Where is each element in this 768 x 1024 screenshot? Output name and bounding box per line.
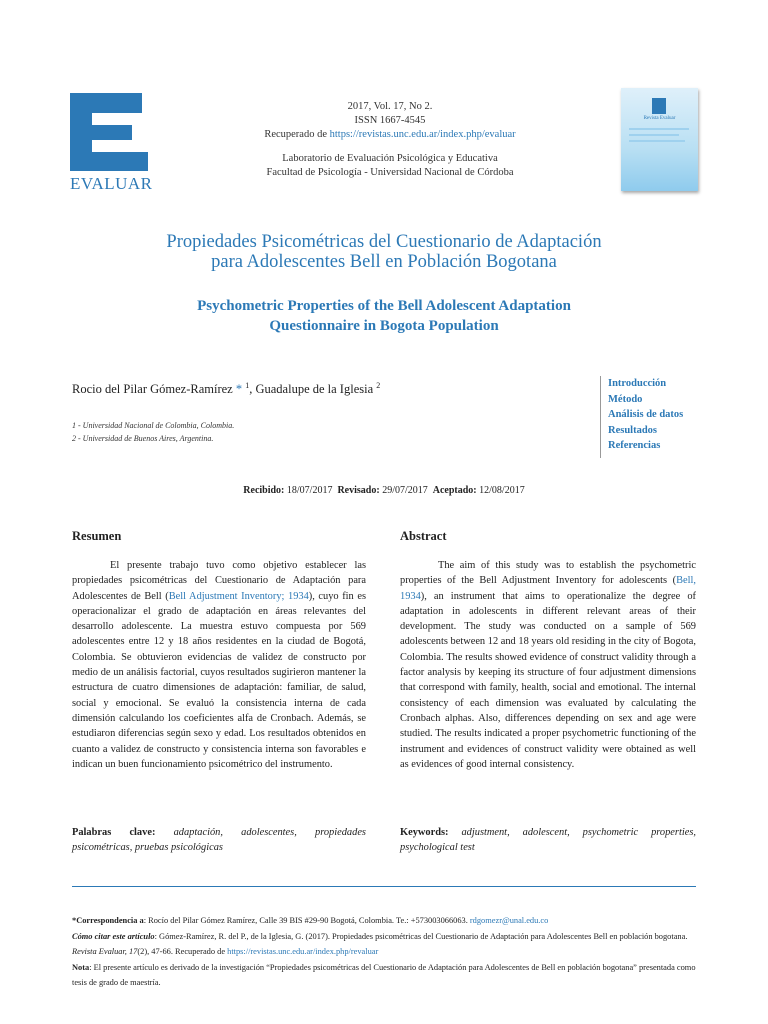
logo-e-top-icon — [92, 93, 142, 113]
abstract-citation-link[interactable]: Bell, 1934 — [400, 575, 696, 602]
keywords-spanish: Palabras clave: adaptación, adolescentes, propiedades psicométricas, pruebas psicológicas — [72, 827, 366, 853]
submission-dates: Recibido: 18/07/2017 Revisado: 29/07/2017 Aceptado: 12/08/2017 — [243, 485, 525, 496]
toc-resultados[interactable]: Resultados — [608, 424, 658, 436]
resumen-citation-link[interactable]: Bell Adjustment Inventory; 1934 — [168, 590, 309, 602]
title-spanish: Propiedades Psicométricas del Cuestionario de Adaptación para Adolescentes Bell en Población Bogotana — [166, 232, 602, 272]
citation-note: Cómo citar este artículo: Gómez-Ramírez, R. del P., de la Iglesia, G. (2017). Propiedades psicométricas del Cuestionario de Adaptación para Adolescentes Bell en población bogotana. Revista Evaluar, 17(2), 47-66. Recuperado de https://revistas.unc.edu.ar/index.php/revaluar — [72, 931, 688, 957]
issue-line: 2017, Vol. 17, No 2. — [347, 101, 433, 112]
toc-analisis[interactable]: Análisis de datos — [608, 409, 684, 421]
resumen-heading: Resumen — [72, 529, 122, 543]
title-english: Psychometric Properties of the Bell Adolescent Adaptation Questionnaire in Bogota Population — [197, 298, 571, 334]
section-nav — [600, 376, 718, 458]
footer-divider — [72, 886, 696, 887]
cover-title: Revista Evaluar — [643, 116, 676, 121]
faculty-line: Facultad de Psicología - Universidad Nacional de Córdoba — [266, 167, 514, 178]
toc-metodo[interactable]: Método — [608, 393, 643, 405]
corresponding-author-mark[interactable]: * — [235, 382, 243, 397]
cover-logo-icon — [652, 98, 666, 114]
journal-url-link[interactable]: https://revistas.unc.edu.ar/index.php/evaluar — [329, 129, 516, 140]
toc-referencias[interactable]: Referencias — [608, 440, 661, 452]
logo-text: EVALUAR — [70, 174, 153, 193]
issn-line: ISSN 1667-4545 — [354, 115, 426, 126]
logo-e-stem-icon — [70, 93, 92, 171]
citation-url-link[interactable]: https://revistas.unc.edu.ar/index.php/revaluar — [227, 947, 379, 957]
email-link[interactable]: rdgomezr@unal.edu.co — [467, 916, 549, 925]
abstract-body: The aim of this study was to establish the psychometric properties of the Bell Adjustment Inventory for adolescents (Bell, 1934), an instrument that aims to operationalize the degree of adaptation in adolescents in different relevant areas of their development. The study was conducted on a sample of 569 adolescents between 12 and 18 years old residing in the city of Bogota, Colombia. The results showed evidence of construct validity through a factor analysis by keeping its structure of four adjustment dimensions that correspond with family, health, social and emotional. The internal consistency of each dimension was evaluated by calculating the Cronbach alphas. Also, differences depending on sex and age were studied. The results indicated a proper psychometric functioning of the instrument and evidences of construct validity were obtained as well as evidences of good internal consistency. — [400, 560, 696, 770]
keywords-english: Keywords: adjustment, adolescent, psychometric properties, psychological test — [400, 827, 696, 853]
correspondence-note: *Correspondencia a: Rocío del Pilar Gómez Ramírez, Calle 39 BIS #29-90 Bogotá, Colombia. Te.: +573003066063. rdgomezr@unal.edu.co — [72, 916, 549, 925]
toc-introduccion[interactable]: Introducción — [608, 378, 667, 389]
logo-e-middle-icon — [92, 125, 132, 140]
abstract-heading: Abstract — [400, 529, 447, 543]
note: Nota: El presente artículo es derivado de la investigación “Propiedades psicométricas del Cuestionario de Adaptación para Adolescentes de Bell en población bogotana” presentada como tesis de grado de maestría. — [72, 962, 696, 988]
retrieved-line: Recuperado de https://revistas.unc.edu.ar/index.php/evaluar — [264, 129, 516, 140]
logo-e-bottom-icon — [92, 152, 148, 171]
affiliations — [72, 419, 234, 445]
footer-notes — [72, 913, 696, 991]
affiliation-2: 2 - Universidad de Buenos Aires, Argentina. — [72, 434, 214, 443]
affiliation-1: 1 - Universidad Nacional de Colombia, Colombia. — [72, 421, 235, 430]
evaluar-logo — [70, 88, 153, 198]
journal-cover-icon — [621, 88, 698, 191]
resumen-body: El presente trabajo tuvo como objetivo establecer las propiedades psicométricas del Cuestionario de Adaptación para Adolescentes de Bell (Bell Adjustment Inventory; 1934), cuyo fin es operacionalizar el grado de adaptación en áreas relevantes del desarrollo adolescente. La muestra estuvo compuesta por 569 adolescentes entre 12 y 18 años residentes en la ciudad de Bogotá, Colombia. Se obtuvieron evidencias de validez de constructo por medio de un análisis factorial, cuyos resultados sugirieron mantener la estructura de cuatro dimensiones de adaptación: familiar, de salud, social y emocional. Se evaluó la consistencia interna de cada dimensión calculando los coeficientes alfa de Cronbach. Además, se estudiaron diferencias según sexo y edad. Los resultados obtenidos en cuanto a validez de constructo y consistencia interna son favorables e indican un buen funcionamiento psicométrico del instrumento. — [72, 560, 366, 770]
authors: Rocio del Pilar Gómez-Ramírez * $^1$, Guadalupe de la Iglesia $^2$ — [72, 381, 381, 397]
lab-line: Laboratorio de Evaluación Psicológica y Educativa — [282, 153, 498, 164]
journal-header — [230, 100, 550, 180]
